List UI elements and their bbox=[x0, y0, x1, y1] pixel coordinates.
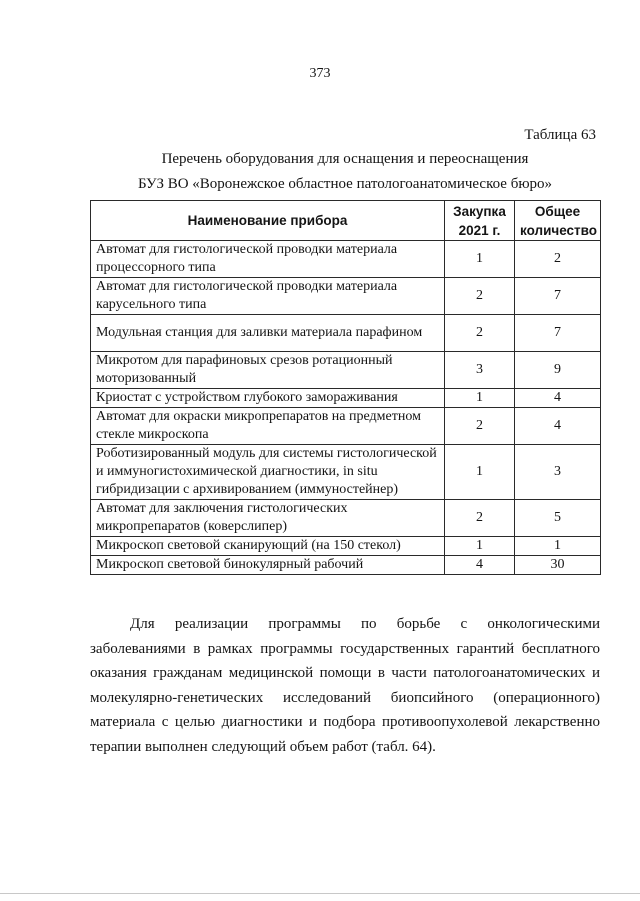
total-count: 7 bbox=[515, 278, 601, 315]
table-row bbox=[91, 278, 601, 315]
equipment-name: Модульная станция для заливки материала парафином bbox=[91, 315, 445, 352]
table-row bbox=[91, 500, 601, 537]
purchase-count: 2 bbox=[445, 315, 515, 352]
total-count: 4 bbox=[515, 389, 601, 408]
purchase-count: 3 bbox=[445, 352, 515, 389]
purchase-count: 4 bbox=[445, 556, 515, 575]
purchase-count: 2 bbox=[445, 278, 515, 315]
purchase-count: 2 bbox=[445, 500, 515, 537]
table-row bbox=[91, 241, 601, 278]
purchase-count: 1 bbox=[445, 445, 515, 500]
total-count: 2 bbox=[515, 241, 601, 278]
header-purchase: Закупка 2021 г. bbox=[445, 201, 515, 241]
table-title-line-2: БУЗ ВО «Воронежское областное патологоанатомическое бюро» bbox=[137, 176, 553, 192]
table-row bbox=[91, 389, 601, 408]
equipment-name: Микротом для парафиновых срезов ротационный моторизованный bbox=[91, 352, 445, 389]
total-count: 9 bbox=[515, 352, 601, 389]
table-row bbox=[91, 315, 601, 352]
equipment-name: Автомат для гистологической проводки материала карусельного типа bbox=[91, 278, 445, 315]
table-title-line-1: Перечень оборудования для оснащения и переоснащения bbox=[161, 151, 529, 167]
equipment-name: Автомат для окраски микропрепаратов на предметном стекле микроскопа bbox=[91, 408, 445, 445]
total-count: 1 bbox=[515, 537, 601, 556]
purchase-count: 1 bbox=[445, 537, 515, 556]
table-row bbox=[91, 445, 601, 500]
header-name: Наименование прибора bbox=[91, 201, 445, 241]
table-row bbox=[91, 537, 601, 556]
equipment-name: Микроскоп световой сканирующий (на 150 стекол) bbox=[91, 537, 445, 556]
total-count: 5 bbox=[515, 500, 601, 537]
table-label: Таблица 63 bbox=[524, 127, 596, 143]
purchase-count: 1 bbox=[445, 389, 515, 408]
table-row bbox=[91, 556, 601, 575]
page-number: 373 bbox=[309, 66, 331, 81]
table-row bbox=[91, 408, 601, 445]
body-paragraph: Для реализации программы по борьбе с онкологическими заболеваниями в рамках программы государственных гарантий бесплатного оказания гражданам медицинской помощи в части патологоанатомических и молекулярно-генетических исследований биопсийного (операционного) материала с целью диагностики и подбора противоопухолевой лекарственно терапии выполнен следующий объем работ (табл. 64). bbox=[90, 616, 600, 755]
equipment-name: Микроскоп световой бинокулярный рабочий bbox=[91, 556, 445, 575]
total-count: 30 bbox=[515, 556, 601, 575]
page-bottom-edge bbox=[0, 893, 640, 894]
equipment-name: Автомат для гистологической проводки материала процессорного типа bbox=[91, 241, 445, 278]
equipment-name: Криостат с устройством глубокого замораживания bbox=[91, 389, 445, 408]
purchase-count: 2 bbox=[445, 408, 515, 445]
table-header-row bbox=[91, 201, 601, 241]
total-count: 4 bbox=[515, 408, 601, 445]
purchase-count: 1 bbox=[445, 241, 515, 278]
table-row bbox=[91, 352, 601, 389]
header-total: Общее количество bbox=[515, 201, 601, 241]
total-count: 7 bbox=[515, 315, 601, 352]
equipment-name: Автомат для заключения гистологических микропрепаратов (коверслипер) bbox=[91, 500, 445, 537]
total-count: 3 bbox=[515, 445, 601, 500]
equipment-table bbox=[90, 200, 601, 575]
equipment-name: Роботизированный модуль для системы гистологической и иммуногистохимической диагностики, in situ гибридизации с архивированием (иммуностейнер) bbox=[91, 445, 445, 500]
